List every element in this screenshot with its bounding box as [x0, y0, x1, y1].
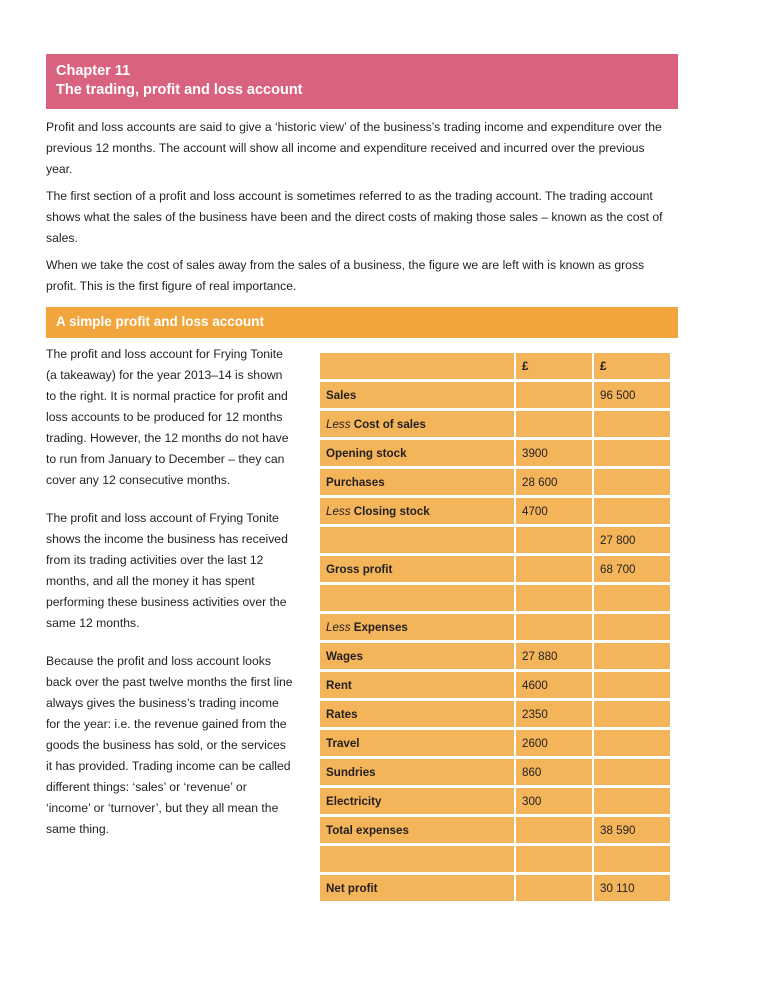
- table-row: [320, 846, 670, 872]
- table-cell-amount-col2: [594, 411, 670, 437]
- table-cell-label: Net profit: [320, 875, 514, 901]
- table-cell-amount-col1: [516, 614, 592, 640]
- label-less-prefix: Less: [326, 504, 354, 518]
- label-main-text: Expenses: [353, 620, 408, 634]
- table-cell-amount-col2: 30 110: [594, 875, 670, 901]
- table-cell-amount-col1: 4600: [516, 672, 592, 698]
- intro-paragraph-1: Profit and loss accounts are said to give a ‘historic view’ of the business’s trading income and expenditure over the previous 12 months. The account will show all income and expenditure received and incurred over the previous year.: [46, 120, 662, 176]
- label-main-text: Cost of sales: [353, 417, 426, 431]
- table-cell-amount-col1: 28 600: [516, 469, 592, 495]
- table-row: [320, 556, 670, 582]
- table-cell-amount-col2: 27 800: [594, 527, 670, 553]
- table-cell-label: Sundries: [320, 759, 514, 785]
- table-cell-amount-col2: [594, 701, 670, 727]
- table-row: [320, 411, 670, 437]
- table-cell-amount-col2: 38 590: [594, 817, 670, 843]
- table-header-cell: [320, 353, 514, 379]
- table-cell-amount-col1: 27 880: [516, 643, 592, 669]
- table-cell-label: Total expenses: [320, 817, 514, 843]
- table-cell-amount-col1: 4700: [516, 498, 592, 524]
- chapter-number: Chapter 11: [56, 63, 131, 79]
- left-column-text: [46, 344, 294, 857]
- table-cell-amount-col2: 68 700: [594, 556, 670, 582]
- table-cell-amount-col2: [594, 585, 670, 611]
- table-row: [320, 643, 670, 669]
- table-cell-amount-col2: [594, 614, 670, 640]
- left-paragraph-2: The profit and loss account of Frying Tonite shows the income the business has received from its trading activities over the last 12 months, and all the money it has spent performing these business activities over the same 12 months.: [46, 511, 288, 630]
- table-cell-label: Purchases: [320, 469, 514, 495]
- profit-and-loss-table-wrapper: [318, 350, 642, 904]
- table-row: [320, 788, 670, 814]
- table-header-cell: £: [516, 353, 592, 379]
- label-less-prefix: Less: [326, 417, 354, 431]
- section-banner: [46, 307, 678, 338]
- table-cell-label: Wages: [320, 643, 514, 669]
- intro-paragraph-2: The first section of a profit and loss account is sometimes referred to as the trading account. The trading account shows what the sales of the business have been and the direct costs of making those sales – known as the cost of sales.: [46, 189, 663, 245]
- label-less-prefix: Less: [326, 620, 354, 634]
- table-cell-amount-col1: [516, 817, 592, 843]
- left-paragraph-1: The profit and loss account for Frying Tonite (a takeaway) for the year 2013–14 is shown to the right. It is normal practice for profit and loss accounts to be produced for 12 months trading. However, the 12 months do not have to run from January to December – they can cover any 12 consecutive months.: [46, 347, 289, 487]
- table-row: [320, 672, 670, 698]
- left-paragraph-3: Because the profit and loss account looks back over the past twelve months the first line always gives the business’s trading income for the year: i.e. the revenue gained from the goods the business has sold, or the services it has provided. Trading income can be called different things: ‘sales’ or ‘revenue’ or ‘income’ or ‘turnover’, but they all mean the same thing.: [46, 654, 293, 836]
- table-cell-amount-col2: [594, 759, 670, 785]
- table-row: [320, 817, 670, 843]
- table-cell-amount-col2: [594, 846, 670, 872]
- table-cell-amount-col1: 2600: [516, 730, 592, 756]
- chapter-header-banner: [46, 54, 678, 109]
- table-cell-amount-col1: 300: [516, 788, 592, 814]
- table-cell-amount-col2: [594, 643, 670, 669]
- table-cell-amount-col1: [516, 556, 592, 582]
- table-cell-amount-col2: [594, 672, 670, 698]
- table-cell-amount-col2: [594, 498, 670, 524]
- section-banner-title: A simple profit and loss account: [56, 314, 265, 329]
- table-row: [320, 382, 670, 408]
- table-row: [320, 585, 670, 611]
- table-cell-label: [320, 614, 514, 640]
- table-cell-amount-col2: 96 500: [594, 382, 670, 408]
- table-cell-amount-col1: [516, 846, 592, 872]
- table-cell-label: Sales: [320, 382, 514, 408]
- table-cell-amount-col1: [516, 382, 592, 408]
- table-row: [320, 759, 670, 785]
- table-row: [320, 440, 670, 466]
- table-cell-amount-col1: [516, 411, 592, 437]
- table-cell-label: [320, 527, 514, 553]
- intro-paragraph-3: When we take the cost of sales away from the sales of a business, the figure we are left with is known as gross profit. This is the first figure of real importance.: [46, 258, 645, 293]
- table-row: [320, 875, 670, 901]
- table-cell-label: [320, 846, 514, 872]
- table-cell-amount-col2: [594, 788, 670, 814]
- table-row: [320, 469, 670, 495]
- table-cell-amount-col1: 2350: [516, 701, 592, 727]
- label-main-text: Closing stock: [353, 504, 430, 518]
- table-cell-label: Gross profit: [320, 556, 514, 582]
- table-row: [320, 527, 670, 553]
- table-cell-label: [320, 411, 514, 437]
- table-cell-amount-col1: 860: [516, 759, 592, 785]
- table-cell-label: Opening stock: [320, 440, 514, 466]
- table-cell-label: Rent: [320, 672, 514, 698]
- table-cell-label: Electricity: [320, 788, 514, 814]
- table-row: [320, 701, 670, 727]
- table-cell-label: Rates: [320, 701, 514, 727]
- table-cell-amount-col1: [516, 527, 592, 553]
- table-header-row: [320, 353, 670, 379]
- table-cell-label: [320, 585, 514, 611]
- chapter-title: The trading, profit and loss account: [56, 82, 303, 98]
- table-cell-label: [320, 498, 514, 524]
- table-cell-amount-col2: [594, 730, 670, 756]
- table-cell-label: Travel: [320, 730, 514, 756]
- table-cell-amount-col1: [516, 875, 592, 901]
- table-row: [320, 614, 670, 640]
- table-row: [320, 730, 670, 756]
- profit-and-loss-table: [318, 350, 672, 904]
- table-cell-amount-col1: [516, 585, 592, 611]
- table-cell-amount-col1: 3900: [516, 440, 592, 466]
- table-cell-amount-col2: [594, 469, 670, 495]
- table-cell-amount-col2: [594, 440, 670, 466]
- table-header-cell: £: [594, 353, 670, 379]
- table-row: [320, 498, 670, 524]
